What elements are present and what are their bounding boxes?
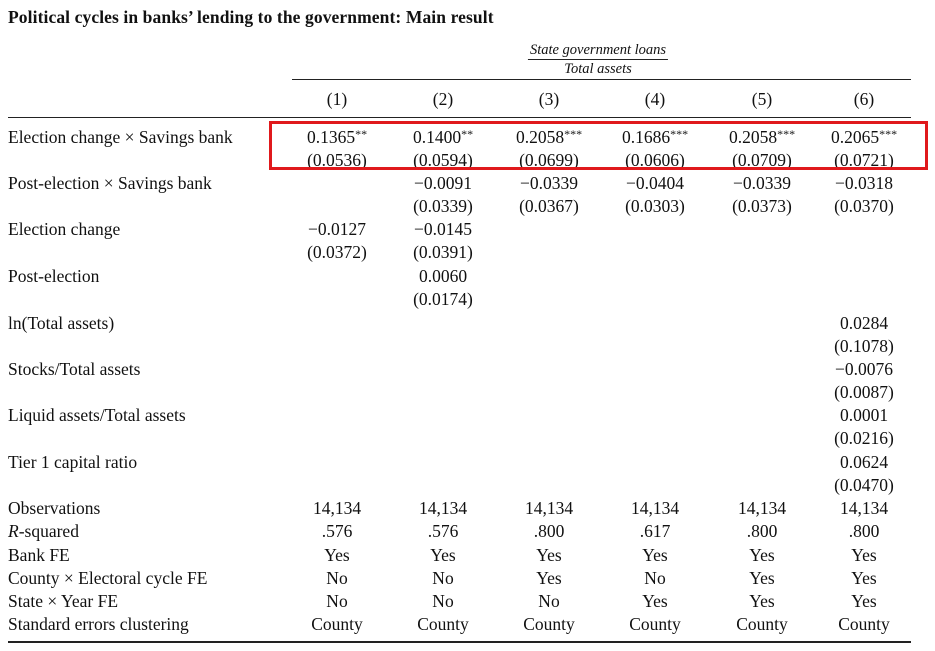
standard-error-cell: (0.0709) bbox=[732, 150, 792, 170]
statistic-cell: Yes bbox=[851, 568, 877, 588]
statistic-cell: No bbox=[326, 568, 348, 588]
statistic-cell: No bbox=[538, 591, 560, 611]
statistic-cell: County bbox=[523, 614, 575, 634]
standard-error-cell: (0.0174) bbox=[413, 289, 473, 309]
statistic-cell: 14,134 bbox=[737, 498, 787, 518]
statistic-cell: County bbox=[838, 614, 890, 634]
statistic-cell: Yes bbox=[536, 568, 562, 588]
significance-stars: *** bbox=[670, 127, 689, 141]
row-label: Election change bbox=[8, 219, 121, 239]
statistic-cell: Yes bbox=[536, 545, 562, 565]
statistic-cell: Yes bbox=[749, 545, 775, 565]
row-label: State × Year FE bbox=[8, 591, 119, 611]
coefficient-cell: 0.1365** bbox=[306, 127, 368, 147]
standard-error-cell: (0.0303) bbox=[625, 196, 685, 216]
statistic-cell: .800 bbox=[848, 521, 880, 541]
standard-error-cell: (0.0087) bbox=[834, 382, 894, 402]
standard-error-cell: (0.0370) bbox=[834, 196, 894, 216]
standard-error-cell: (0.0339) bbox=[413, 196, 473, 216]
coefficient-cell: 0.1686*** bbox=[621, 127, 689, 147]
row-label: County × Electoral cycle FE bbox=[8, 568, 208, 588]
coefficient-cell: 0.0060 bbox=[418, 266, 468, 286]
dependent-variable-numerator: State government loans bbox=[529, 42, 667, 58]
standard-error-cell: (0.0594) bbox=[413, 150, 473, 170]
statistic-cell: No bbox=[432, 568, 454, 588]
standard-error-cell: (0.0391) bbox=[413, 242, 473, 262]
statistic-cell: Yes bbox=[324, 545, 350, 565]
column-header: (5) bbox=[751, 89, 773, 109]
row-label: Post-election bbox=[8, 266, 100, 286]
statistic-cell: Yes bbox=[430, 545, 456, 565]
statistic-cell: County bbox=[736, 614, 788, 634]
standard-error-cell: (0.1078) bbox=[834, 336, 894, 356]
statistic-cell: .576 bbox=[427, 521, 459, 541]
significance-stars: ** bbox=[355, 127, 368, 141]
statistic-cell: Yes bbox=[851, 591, 877, 611]
statistic-cell: .800 bbox=[533, 521, 565, 541]
statistic-cell: Yes bbox=[642, 591, 668, 611]
statistic-cell: County bbox=[629, 614, 681, 634]
row-label: Stocks/Total assets bbox=[8, 359, 141, 379]
statistic-cell: No bbox=[326, 591, 348, 611]
column-header: (4) bbox=[644, 89, 666, 109]
row-label: R-squared bbox=[8, 521, 79, 541]
column-header: (1) bbox=[326, 89, 348, 109]
coefficient-cell: −0.0404 bbox=[626, 173, 684, 193]
significance-stars: *** bbox=[564, 127, 583, 141]
standard-error-cell: (0.0536) bbox=[307, 150, 367, 170]
statistic-cell: .576 bbox=[321, 521, 353, 541]
standard-error-cell: (0.0372) bbox=[307, 242, 367, 262]
statistic-cell: County bbox=[417, 614, 469, 634]
coefficient-cell: 0.0001 bbox=[839, 405, 889, 425]
coefficient-cell: 0.2058*** bbox=[515, 127, 583, 147]
row-label: Tier 1 capital ratio bbox=[8, 452, 138, 472]
statistic-cell: County bbox=[311, 614, 363, 634]
coefficient-cell: −0.0339 bbox=[520, 173, 578, 193]
statistic-cell: .800 bbox=[746, 521, 778, 541]
row-label: Liquid assets/Total assets bbox=[8, 405, 186, 425]
column-header: (6) bbox=[853, 89, 875, 109]
coefficient-cell: −0.0127 bbox=[308, 219, 366, 239]
row-label: Observations bbox=[8, 498, 101, 518]
coefficient-cell: 0.0624 bbox=[839, 452, 889, 472]
statistic-cell: 14,134 bbox=[418, 498, 468, 518]
standard-error-cell: (0.0367) bbox=[519, 196, 579, 216]
statistic-cell: No bbox=[432, 591, 454, 611]
statistic-cell: .617 bbox=[639, 521, 671, 541]
table-title: Political cycles in banks’ lending to the government: Main result bbox=[8, 7, 494, 27]
coefficient-cell: −0.0339 bbox=[733, 173, 791, 193]
row-label: ln(Total assets) bbox=[8, 313, 115, 333]
standard-error-cell: (0.0470) bbox=[834, 475, 894, 495]
standard-error-cell: (0.0216) bbox=[834, 428, 894, 448]
header-rule bbox=[292, 79, 911, 80]
bottom-rule bbox=[8, 641, 911, 643]
highlight-box bbox=[269, 121, 928, 170]
row-label: Standard errors clustering bbox=[8, 614, 189, 634]
standard-error-cell: (0.0699) bbox=[519, 150, 579, 170]
coefficient-cell: −0.0091 bbox=[414, 173, 472, 193]
standard-error-cell: (0.0606) bbox=[625, 150, 685, 170]
column-header: (3) bbox=[538, 89, 560, 109]
coefficient-cell: −0.0076 bbox=[835, 359, 893, 379]
statistic-cell: Yes bbox=[851, 545, 877, 565]
significance-stars: *** bbox=[777, 127, 796, 141]
coefficient-cell: −0.0318 bbox=[835, 173, 893, 193]
dependent-variable-header bbox=[528, 42, 668, 77]
standard-error-cell: (0.0373) bbox=[732, 196, 792, 216]
statistic-cell: No bbox=[644, 568, 666, 588]
statistic-cell: 14,134 bbox=[312, 498, 362, 518]
row-label: Bank FE bbox=[8, 545, 70, 565]
standard-error-cell: (0.0721) bbox=[834, 150, 894, 170]
column-header: (2) bbox=[432, 89, 454, 109]
statistic-cell: Yes bbox=[642, 545, 668, 565]
coefficient-cell: 0.0284 bbox=[839, 313, 889, 333]
statistic-cell: 14,134 bbox=[524, 498, 574, 518]
coefficient-cell: 0.2065*** bbox=[830, 127, 898, 147]
coefficient-cell: 0.1400** bbox=[412, 127, 474, 147]
significance-stars: *** bbox=[879, 127, 898, 141]
row-label: Post-election × Savings bank bbox=[8, 173, 212, 193]
statistic-cell: Yes bbox=[749, 568, 775, 588]
statistic-cell: 14,134 bbox=[839, 498, 889, 518]
column-header-rule bbox=[8, 117, 911, 118]
statistic-cell: Yes bbox=[749, 591, 775, 611]
significance-stars: ** bbox=[461, 127, 474, 141]
dependent-variable-denominator: Total assets bbox=[564, 61, 632, 77]
statistic-cell: 14,134 bbox=[630, 498, 680, 518]
coefficient-cell: −0.0145 bbox=[414, 219, 472, 239]
row-label: Election change × Savings bank bbox=[8, 127, 233, 147]
coefficient-cell: 0.2058*** bbox=[728, 127, 796, 147]
